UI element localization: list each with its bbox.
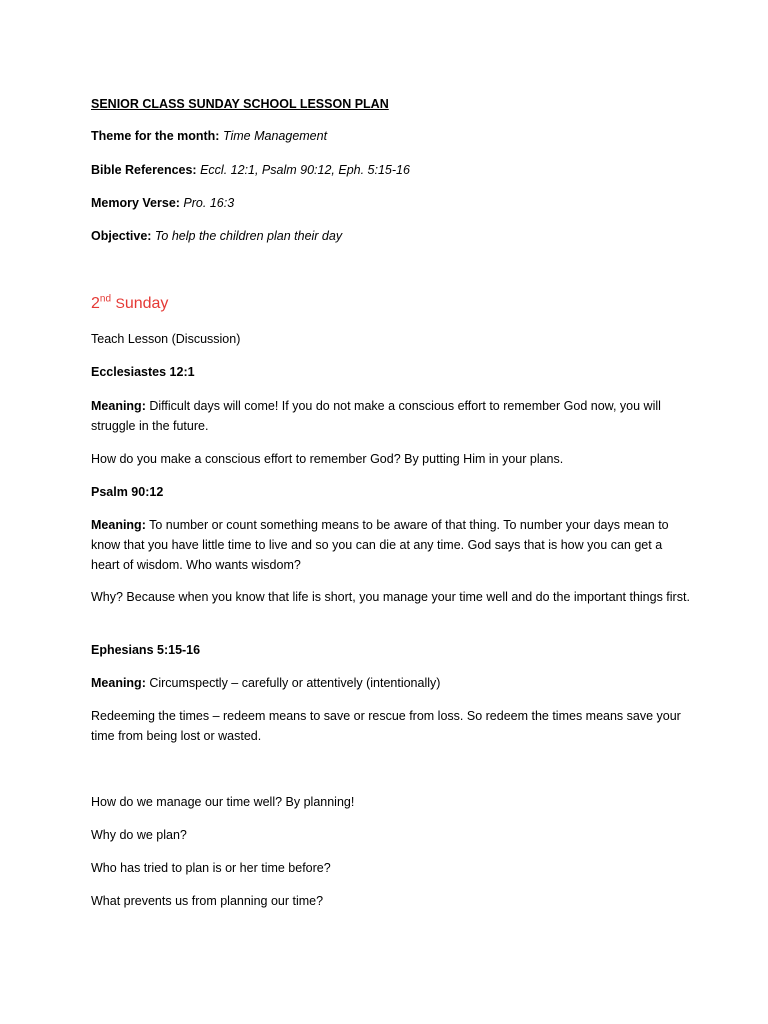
redeeming-paragraph: Redeeming the times – redeem means to save or rescue from loss. So redeem the times means save your time from being lost or wasted.: [91, 709, 681, 743]
ephesians-meaning-text: Circumspectly – carefully or attentively (intentionally): [149, 676, 441, 690]
ephesians-heading: Ephesians 5:15-16: [91, 643, 201, 657]
theme-label: Theme for the month:: [91, 129, 220, 143]
ecclesiastes-meaning-text: Difficult days will come! If you do not make a conscious effort to remember God now, you will struggle in the future.: [91, 399, 661, 433]
ecclesiastes-question: How do you make a conscious effort to remember God? By putting Him in your plans.: [91, 452, 564, 466]
objective-line: [91, 226, 342, 246]
ecclesiastes-meaning: [91, 396, 691, 436]
psalm-meaning: [91, 515, 691, 575]
bible-references-value: Eccl. 12:1, Psalm 90:12, Eph. 5:15-16: [200, 163, 410, 177]
psalm-meaning-text: To number or count something means to be aware of that thing. To number your days mean to know that you have little time to live and so you can die at any time. God says that is how you can get a heart of wisdom. Who wants wisdom?: [91, 518, 669, 572]
psalm-heading: Psalm 90:12: [91, 485, 164, 499]
sunday-rest: unday: [124, 295, 169, 312]
ecclesiastes-heading: Ecclesiastes 12:1: [91, 365, 195, 379]
psalm-meaning-label: Meaning:: [91, 518, 146, 532]
sunday-number: 2: [91, 295, 100, 312]
memory-verse-value: Pro. 16:3: [183, 196, 235, 210]
memory-verse-line: [91, 193, 234, 213]
question-what-prevents: What prevents us from planning our time?: [91, 894, 324, 908]
why-paragraph: Why? Because when you know that life is short, you manage your time well and do the important things first.: [91, 590, 690, 604]
ecclesiastes-meaning-label: Meaning:: [91, 399, 146, 413]
theme-line: [91, 126, 327, 146]
objective-label: Objective:: [91, 229, 152, 243]
objective-value: To help the children plan their day: [154, 229, 343, 243]
bible-references-line: [91, 160, 410, 180]
question-manage-time: How do we manage our time well? By planning!: [91, 795, 355, 809]
question-why-plan: Why do we plan?: [91, 828, 187, 842]
sunday-ordinal: nd: [99, 293, 112, 305]
ephesians-meaning-label: Meaning:: [91, 676, 146, 690]
bible-references-label: Bible References:: [91, 163, 197, 177]
sunday-heading: [91, 292, 168, 315]
memory-verse-label: Memory Verse:: [91, 196, 180, 210]
page-title: SENIOR CLASS SUNDAY SCHOOL LESSON PLAN: [91, 97, 389, 111]
teach-lesson: Teach Lesson (Discussion): [91, 332, 241, 346]
ephesians-meaning: [91, 673, 440, 693]
theme-value: Time Management: [222, 129, 328, 143]
sunday-initial: S: [115, 295, 125, 311]
question-who-tried: Who has tried to plan is or her time before?: [91, 861, 331, 875]
